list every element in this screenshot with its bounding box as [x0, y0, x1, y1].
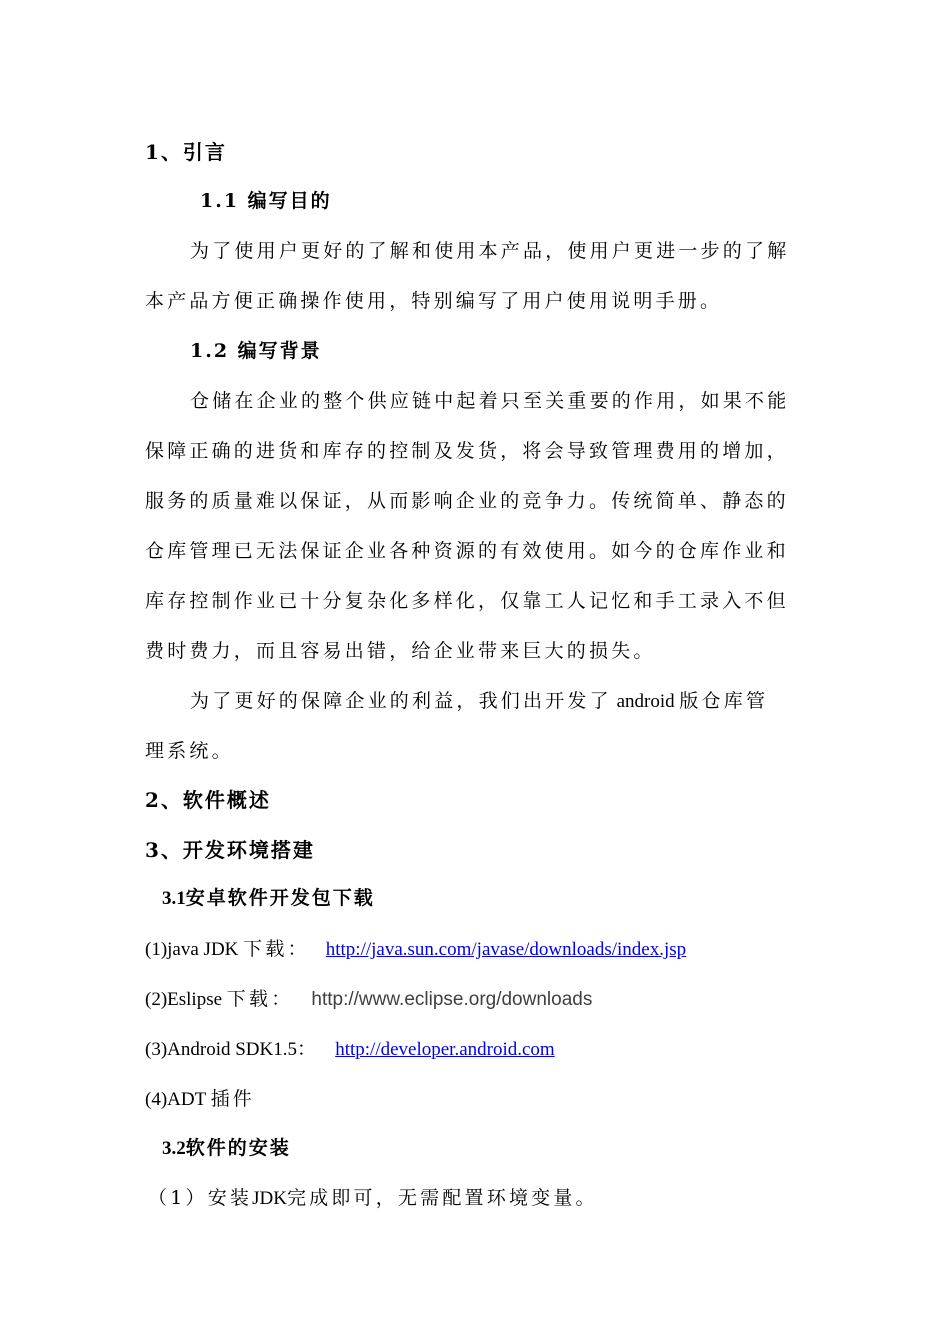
download-item-android-sdk: (3)Android SDK1.5： http://developer.android.com: [145, 1038, 555, 1060]
android-term: android: [611, 691, 680, 712]
section-1-heading: 1、引言: [145, 140, 227, 164]
paragraph-line: 服务的质量难以保证，从而影响企业的竞争力。传统简单、静态的: [145, 490, 789, 512]
paragraph-line: 为了更好的保障企业的利益，我们出开发了 android 版仓库管: [190, 690, 769, 712]
android-developer-link[interactable]: http://developer.android.com: [335, 1039, 555, 1060]
section-3-heading: 3、开发环境搭建: [145, 838, 315, 862]
eclipse-download-url: http://www.eclipse.org/downloads: [311, 989, 593, 1010]
download-item-eclipse: (2)Eslipse 下载： http://www.eclipse.org/downloads: [145, 988, 593, 1010]
section-1-1-heading: 1.1 编写目的: [200, 190, 332, 212]
paragraph-line: 库存控制作业已十分复杂化多样化，仅靠工人记忆和手工录入不但: [145, 590, 789, 612]
section-2-heading: 2、软件概述: [145, 788, 271, 812]
download-item-jdk: (1)java JDK 下载： http://java.sun.com/javase/downloads/index.jsp: [145, 938, 687, 960]
section-3-1-heading: 3.1安卓软件开发包下载: [162, 887, 375, 909]
paragraph-line: 保障正确的进货和库存的控制及发货，将会导致管理费用的增加，: [145, 440, 789, 462]
install-step-1: （1）安装JDK完成即可，无需配置环境变量。: [148, 1187, 598, 1209]
jdk-download-link[interactable]: http://java.sun.com/javase/downloads/index.jsp: [325, 939, 687, 960]
section-3-2-heading: 3.2软件的安装: [162, 1137, 291, 1159]
paragraph-line: 仓储在企业的整个供应链中起着只至关重要的作用，如果不能: [190, 390, 790, 412]
section-1-2-heading: 1.2 编写背景: [190, 340, 322, 362]
paragraph-line: 本产品方便正确操作使用，特别编写了用户使用说明手册。: [145, 290, 723, 312]
paragraph-line: 为了使用户更好的了解和使用本产品，使用户更进一步的了解: [190, 240, 790, 262]
paragraph-line: 理系统。: [145, 740, 234, 762]
paragraph-line: 仓库管理已无法保证企业各种资源的有效使用。如今的仓库作业和: [145, 540, 789, 562]
paragraph-line: 费时费力，而且容易出错，给企业带来巨大的损失。: [145, 640, 656, 662]
download-item-adt: (4)ADT 插件: [145, 1088, 256, 1110]
